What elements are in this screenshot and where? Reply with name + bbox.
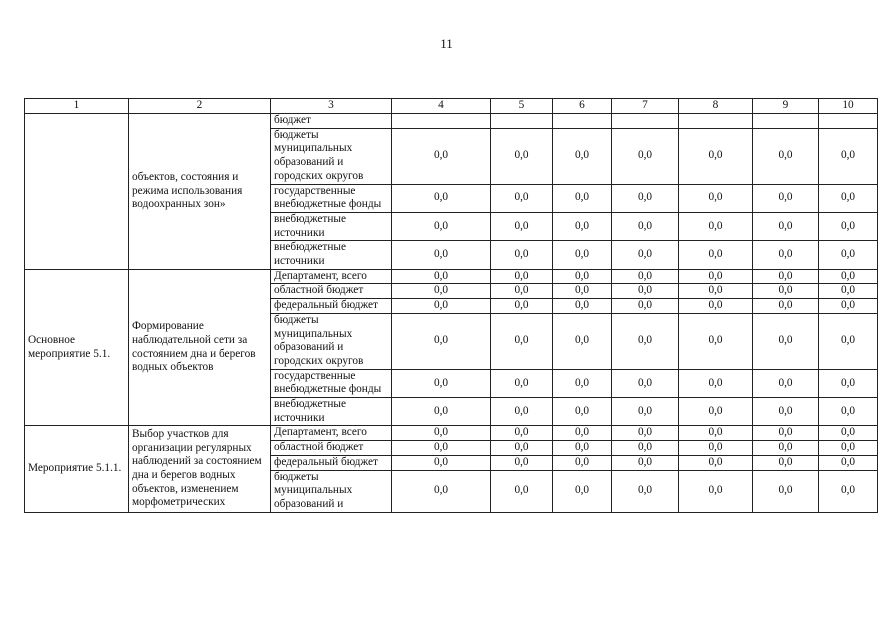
amount-cell: 0,0 [392,299,491,314]
amount-cell: 0,0 [392,128,491,184]
amount-cell: 0,0 [679,426,753,441]
amount-cell: 0,0 [491,299,553,314]
amount-cell: 0,0 [819,369,878,397]
amount-cell: 0,0 [753,269,819,284]
measure-name-cell: Формирование наблюдательной сети за состоянием дна и берегов водных объектов [129,269,271,426]
amount-cell [679,114,753,129]
amount-cell: 0,0 [491,455,553,470]
amount-cell: 0,0 [612,128,679,184]
amount-cell: 0,0 [819,128,878,184]
amount-cell: 0,0 [753,299,819,314]
table-row [25,114,878,129]
amount-cell: 0,0 [753,455,819,470]
amount-cell: 0,0 [553,299,612,314]
amount-cell: 0,0 [392,212,491,240]
amount-cell: 0,0 [612,426,679,441]
funding-source-cell: внебюджетные источники [271,241,392,269]
amount-cell [491,114,553,129]
funding-source-cell: областной бюджет [271,284,392,299]
amount-cell: 0,0 [491,284,553,299]
budget-table [24,98,878,513]
funding-source-cell: федеральный бюджет [271,299,392,314]
amount-cell: 0,0 [679,128,753,184]
amount-cell: 0,0 [679,269,753,284]
amount-cell: 0,0 [553,212,612,240]
page-number: 11 [440,36,453,51]
amount-cell: 0,0 [819,470,878,512]
amount-cell: 0,0 [819,455,878,470]
header-cell: 4 [392,99,491,114]
header-cell: 3 [271,99,392,114]
amount-cell: 0,0 [553,441,612,456]
amount-cell: 0,0 [753,241,819,269]
table-row [25,426,878,441]
amount-cell: 0,0 [679,369,753,397]
amount-cell: 0,0 [819,241,878,269]
amount-cell: 0,0 [392,426,491,441]
amount-cell [553,114,612,129]
amount-cell: 0,0 [553,470,612,512]
funding-source-cell: областной бюджет [271,441,392,456]
amount-cell: 0,0 [679,284,753,299]
funding-source-cell: государственные внебюджетные фонды [271,369,392,397]
amount-cell: 0,0 [612,313,679,369]
amount-cell: 0,0 [553,284,612,299]
amount-cell: 0,0 [491,398,553,426]
amount-cell: 0,0 [819,269,878,284]
amount-cell: 0,0 [491,269,553,284]
amount-cell: 0,0 [753,398,819,426]
measure-code-cell [25,114,129,270]
funding-source-cell: федеральный бюджет [271,455,392,470]
header-cell: 7 [612,99,679,114]
amount-cell: 0,0 [491,241,553,269]
amount-cell: 0,0 [679,299,753,314]
amount-cell: 0,0 [679,313,753,369]
funding-source-cell: Департамент, всего [271,269,392,284]
amount-cell [392,114,491,129]
measure-code-cell: Мероприятие 5.1.1. [25,426,129,512]
amount-cell: 0,0 [392,441,491,456]
funding-source-cell: внебюджетные источники [271,398,392,426]
measure-name-cell: Выбор участков для организации регулярных наблюдений за состоянием дна и берегов водных объектов, изменением морфометрических [129,426,271,512]
amount-cell: 0,0 [819,184,878,212]
amount-cell [819,114,878,129]
funding-source-cell: бюджеты муниципальных образований и городских округов [271,128,392,184]
amount-cell: 0,0 [753,470,819,512]
amount-cell: 0,0 [679,184,753,212]
amount-cell: 0,0 [753,212,819,240]
amount-cell: 0,0 [612,269,679,284]
table-header [25,99,878,114]
amount-cell: 0,0 [392,284,491,299]
amount-cell: 0,0 [612,241,679,269]
amount-cell [753,114,819,129]
amount-cell: 0,0 [679,470,753,512]
amount-cell: 0,0 [553,128,612,184]
amount-cell: 0,0 [392,398,491,426]
amount-cell: 0,0 [679,398,753,426]
amount-cell: 0,0 [553,241,612,269]
measure-code-cell: Основное мероприятие 5.1. [25,269,129,426]
amount-cell: 0,0 [491,313,553,369]
header-cell: 5 [491,99,553,114]
amount-cell: 0,0 [553,369,612,397]
amount-cell: 0,0 [753,184,819,212]
header-cell: 9 [753,99,819,114]
measure-name-cell: объектов, состояния и режима использования водоохранных зон» [129,114,271,270]
header-cell: 1 [25,99,129,114]
amount-cell: 0,0 [612,212,679,240]
amount-cell: 0,0 [819,299,878,314]
funding-source-cell: государственные внебюджетные фонды [271,184,392,212]
amount-cell: 0,0 [553,184,612,212]
amount-cell: 0,0 [679,212,753,240]
amount-cell: 0,0 [392,369,491,397]
amount-cell: 0,0 [392,184,491,212]
header-cell: 10 [819,99,878,114]
amount-cell: 0,0 [753,313,819,369]
amount-cell: 0,0 [491,441,553,456]
amount-cell: 0,0 [612,470,679,512]
amount-cell: 0,0 [612,184,679,212]
amount-cell: 0,0 [392,455,491,470]
amount-cell: 0,0 [392,241,491,269]
amount-cell: 0,0 [553,269,612,284]
table-body [25,114,878,513]
header-cell: 2 [129,99,271,114]
header-row [25,99,878,114]
amount-cell: 0,0 [753,284,819,299]
amount-cell: 0,0 [491,369,553,397]
amount-cell: 0,0 [491,128,553,184]
amount-cell: 0,0 [553,426,612,441]
amount-cell: 0,0 [612,284,679,299]
amount-cell: 0,0 [612,369,679,397]
amount-cell [612,114,679,129]
funding-source-cell: бюджеты муниципальных образований и [271,470,392,512]
amount-cell: 0,0 [679,455,753,470]
amount-cell: 0,0 [819,313,878,369]
amount-cell: 0,0 [553,398,612,426]
header-cell: 6 [553,99,612,114]
header-cell: 8 [679,99,753,114]
amount-cell: 0,0 [553,455,612,470]
amount-cell: 0,0 [392,269,491,284]
amount-cell: 0,0 [753,441,819,456]
amount-cell: 0,0 [819,284,878,299]
amount-cell: 0,0 [392,313,491,369]
amount-cell: 0,0 [392,470,491,512]
amount-cell: 0,0 [819,441,878,456]
table-row [25,269,878,284]
amount-cell: 0,0 [491,470,553,512]
amount-cell: 0,0 [819,426,878,441]
amount-cell: 0,0 [612,455,679,470]
amount-cell: 0,0 [491,212,553,240]
funding-source-cell: Департамент, всего [271,426,392,441]
amount-cell: 0,0 [753,128,819,184]
amount-cell: 0,0 [612,398,679,426]
amount-cell: 0,0 [819,398,878,426]
funding-source-cell: бюджеты муниципальных образований и городских округов [271,313,392,369]
amount-cell: 0,0 [679,241,753,269]
amount-cell: 0,0 [753,426,819,441]
amount-cell: 0,0 [612,441,679,456]
amount-cell: 0,0 [553,313,612,369]
amount-cell: 0,0 [753,369,819,397]
amount-cell: 0,0 [819,212,878,240]
amount-cell: 0,0 [612,299,679,314]
amount-cell: 0,0 [491,184,553,212]
funding-source-cell: бюджет [271,114,392,129]
amount-cell: 0,0 [679,441,753,456]
funding-source-cell: внебюджетные источники [271,212,392,240]
amount-cell: 0,0 [491,426,553,441]
